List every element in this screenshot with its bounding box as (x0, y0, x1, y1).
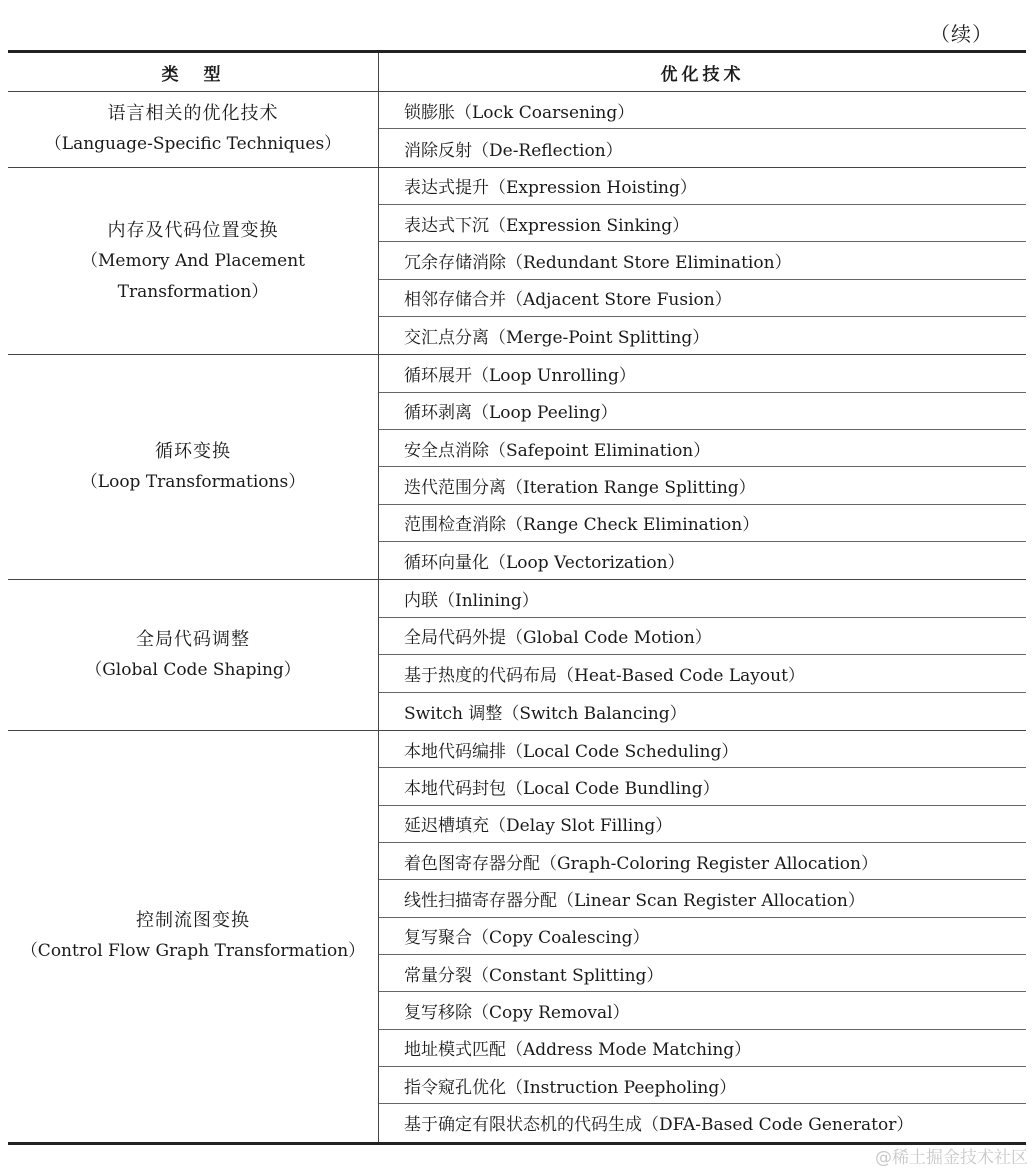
technique-list (379, 355, 1026, 579)
technique-cell: 相邻存储合并（Adjacent Store Fusion） (379, 280, 1026, 317)
technique-cell: 表达式下沉（Expression Sinking） (379, 205, 1026, 242)
table-group (8, 731, 1026, 1142)
category-cell (8, 355, 379, 579)
technique-cell: 冗余存储消除（Redundant Store Elimination） (379, 242, 1026, 279)
category-name-zh: 循环变换 (155, 441, 231, 463)
technique-cell: 复写聚合（Copy Coalescing） (379, 918, 1026, 955)
optimization-table (8, 50, 1026, 1145)
technique-cell: 内联（Inlining） (379, 580, 1026, 617)
technique-cell: 安全点消除（Safepoint Elimination） (379, 430, 1026, 467)
technique-cell: 循环向量化（Loop Vectorization） (404, 553, 685, 574)
table-group (8, 92, 1026, 168)
technique-cell: 线性扫描寄存器分配（Linear Scan Register Allocation） (379, 880, 1026, 917)
technique-list (379, 580, 1026, 729)
technique-list (379, 731, 1026, 1142)
technique-cell: 延迟槽填充（Delay Slot Filling） (379, 806, 1026, 843)
category-name-zh: 内存及代码位置变换 (107, 219, 279, 241)
category-name-en: （Loop Transformations） (80, 472, 306, 493)
category-name-zh: 控制流图变换 (136, 910, 250, 932)
continued-label: （续） (930, 22, 993, 46)
technique-cell: 基于热度的代码布局（Heat-Based Code Layout） (379, 655, 1026, 692)
table-body (8, 92, 1026, 1142)
technique-cell: 范围检查消除（Range Check Elimination） (379, 505, 1026, 542)
technique-cell: 本地代码编排（Local Code Scheduling） (379, 731, 1026, 768)
table-group (8, 168, 1026, 356)
table-header-row (8, 53, 1026, 92)
category-cell (8, 580, 379, 729)
technique-cell: 基于确定有限状态机的代码生成（DFA-Based Code Generator） (404, 1115, 914, 1136)
category-name-zh: 全局代码调整 (136, 629, 250, 651)
category-name-en: （Control Flow Graph Transformation） (20, 941, 366, 962)
technique-cell: 复写移除（Copy Removal） (379, 992, 1026, 1029)
category-cell (8, 92, 379, 167)
technique-cell: 循环展开（Loop Unrolling） (379, 355, 1026, 392)
technique-list (379, 92, 1026, 167)
technique-cell: 锁膨胀（Lock Coarsening） (379, 92, 1026, 129)
table-group (8, 355, 1026, 580)
table-group (8, 580, 1026, 730)
category-cell (8, 731, 379, 1142)
category-name-zh: 语言相关的优化技术 (107, 103, 279, 125)
technique-cell: 交汇点分离（Merge-Point Splitting） (404, 328, 710, 349)
category-name-en: （Global Code Shaping） (85, 660, 301, 681)
technique-cell: 常量分裂（Constant Splitting） (379, 955, 1026, 992)
technique-cell: 循环剥离（Loop Peeling） (379, 393, 1026, 430)
technique-cell: 地址模式匹配（Address Mode Matching） (379, 1030, 1026, 1067)
technique-cell: 着色图寄存器分配（Graph-Coloring Register Allocation） (379, 843, 1026, 880)
technique-cell: 表达式提升（Expression Hoisting） (379, 168, 1026, 205)
category-cell (8, 168, 379, 355)
technique-cell: 指令窥孔优化（Instruction Peepholing） (379, 1067, 1026, 1104)
watermark: @稀土掘金技术社区 (875, 1148, 1028, 1168)
technique-cell: 本地代码封包（Local Code Bundling） (379, 768, 1026, 805)
category-name-en: （Memory And Placement Transformation） (80, 250, 306, 302)
header-type: 类 型 (8, 53, 379, 91)
technique-cell: 迭代范围分离（Iteration Range Splitting） (379, 467, 1026, 504)
technique-list (379, 168, 1026, 355)
technique-cell: 全局代码外提（Global Code Motion） (379, 618, 1026, 655)
header-technique: 优化技术 (660, 64, 745, 85)
technique-cell: Switch 调整（Switch Balancing） (404, 703, 687, 724)
technique-cell: 消除反射（De-Reflection） (404, 140, 623, 161)
category-name-en: （Language-Specific Techniques） (44, 134, 342, 155)
